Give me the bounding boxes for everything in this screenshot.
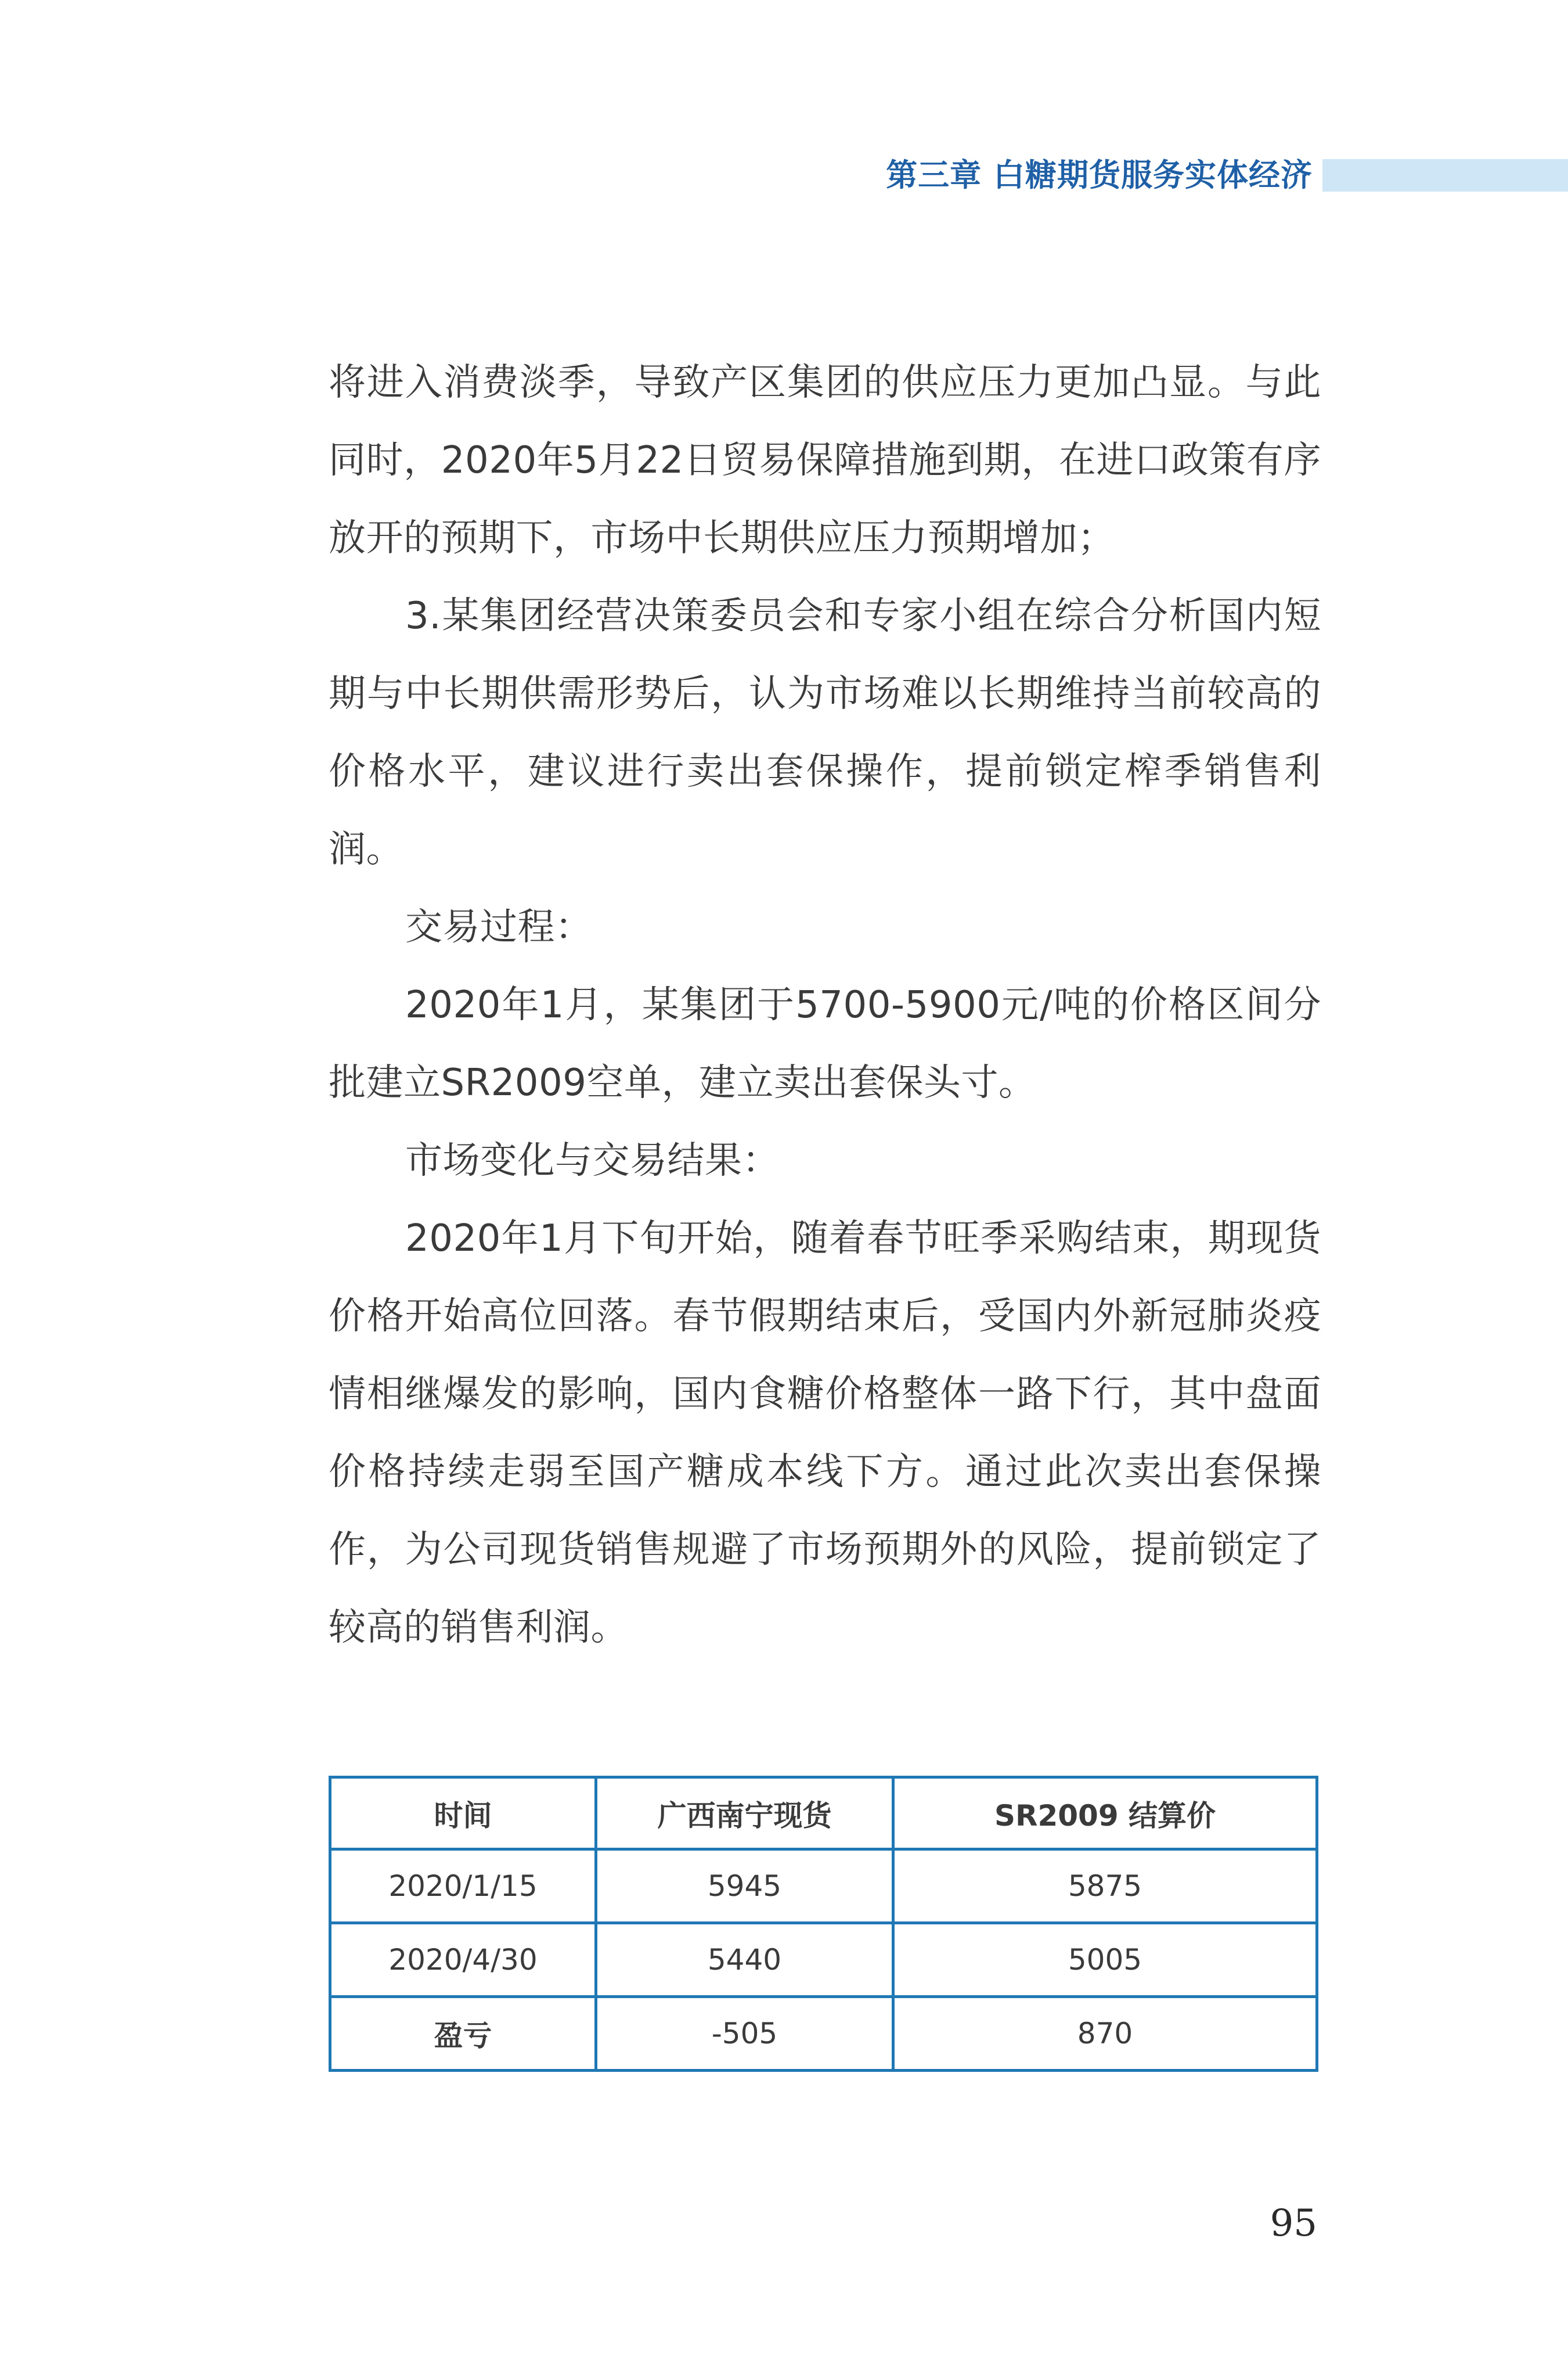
paragraph: 将进入消费淡季，导致产区集团的供应压力更加凸显。与此同时，2020年5月22日贸易保障措施到期，在进口政策有序放开的预期下，市场中长期供应压力预期增加； (329, 361, 1321, 560)
table-cell: 5875 (893, 1849, 1317, 1923)
table-cell: 盈亏 (330, 1997, 596, 2071)
table-row (330, 1923, 1317, 1997)
table-cell: 870 (893, 1997, 1317, 2071)
page-number: 95 (1270, 2202, 1317, 2245)
table-header-cell: 广西南宁现货 (596, 1777, 893, 1849)
running-header (0, 152, 1568, 199)
header-accent-bar (1322, 159, 1568, 192)
table-row (330, 1849, 1317, 1923)
price-table-container (329, 1776, 1315, 2072)
table-row (330, 1997, 1317, 2071)
table-cell: 2020/1/15 (330, 1849, 596, 1923)
chapter-title: 第三章 白糖期货服务实体经济 (886, 157, 1313, 193)
table-cell: 5440 (596, 1923, 893, 1997)
paragraph: 交易过程： (405, 906, 593, 949)
table-cell: 5945 (596, 1849, 893, 1923)
body-text (329, 344, 1321, 1667)
table-header-cell: SR2009 结算价 (893, 1777, 1317, 1849)
table-cell: -505 (596, 1997, 893, 2071)
paragraph: 3.某集团经营决策委员会和专家小组在综合分析国内短期与中长期供需形势后，认为市场难以长期维持当前较高的价格水平，建议进行卖出套保操作，提前锁定榨季销售利润。 (329, 595, 1321, 871)
paragraph: 2020年1月，某集团于5700-5900元/吨的价格区间分批建立SR2009空单，建立卖出套保头寸。 (329, 984, 1321, 1104)
paragraph: 2020年1月下旬开始，随着春节旺季采购结束，期现货价格开始高位回落。春节假期结束后，受国内外新冠肺炎疫情相继爆发的影响，国内食糖价格整体一路下行，其中盘面价格持续走弱至国产糖成本线下方。通过此次卖出套保操作，为公司现货销售规避了市场预期外的风险，提前锁定了较高的销售利润。 (329, 1217, 1321, 1649)
table-cell: 5005 (893, 1923, 1317, 1997)
table-header-cell: 时间 (330, 1777, 596, 1849)
table-cell: 2020/4/30 (330, 1923, 596, 1997)
table-header-row (330, 1777, 1317, 1849)
paragraph: 市场变化与交易结果： (405, 1139, 780, 1182)
price-table (329, 1776, 1318, 2072)
